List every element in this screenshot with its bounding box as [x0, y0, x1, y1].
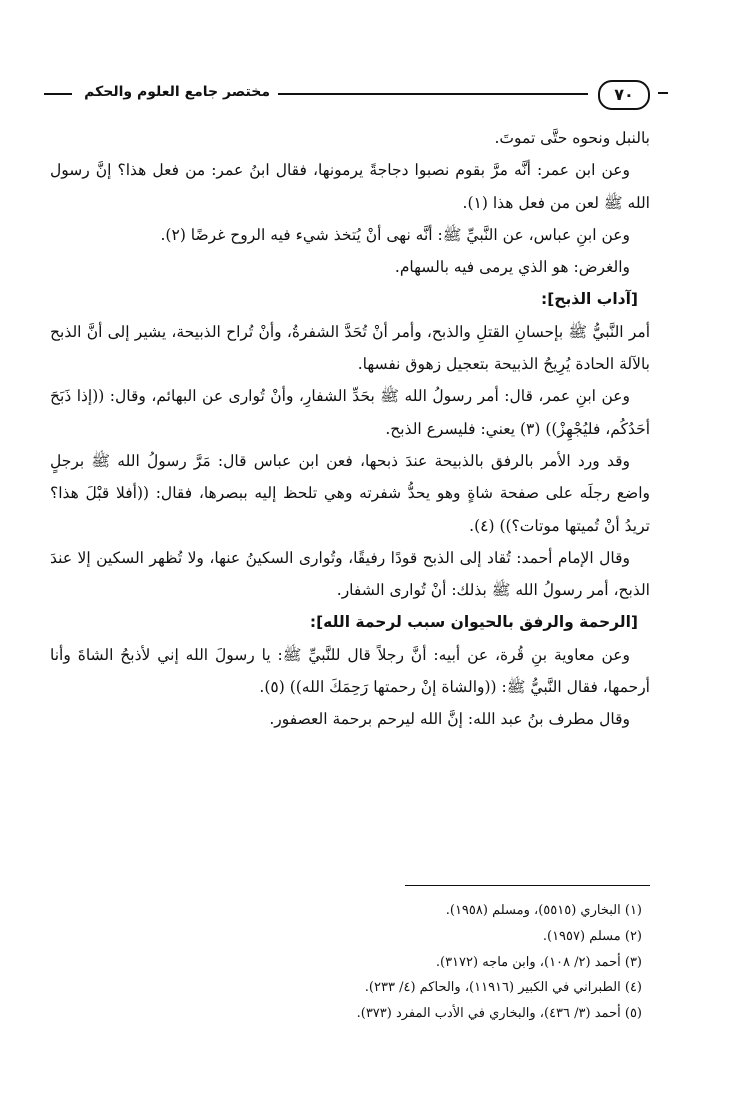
footnote: (٥) أحمد (٣/ ٤٣٦)، والبخاري في الأدب المفرد (٣٧٣).	[356, 1006, 642, 1022]
footnote-separator	[405, 885, 650, 886]
footnote: (١) البخاري (٥٥١٥)، ومسلم (١٩٥٨).	[445, 903, 642, 918]
paragraph: وعن معاوية بنِ قُرة، عن أبيه: أنَّ رجلاً قال للنَّبيِّ ﷺ: يا رسولَ الله إني لأذبحُ الشاةَ وأنا أرحمها، فقال النَّبيُّ ﷺ: ((والشاة إنْ رحمتها رَحِمَكَ الله)) (٥).	[50, 645, 650, 697]
header-rule-right	[658, 92, 668, 94]
paragraph: وعن ابنِ عمر، قال: أمر رسولُ الله ﷺ بحَدِّ الشفارِ، وأنْ تُوارى عن البهائم، وقال: ((إذا ذَبَحَ أحَدُكُم، فليُجْهِزْ)) (٣) يعني: فليسرع الذبح.	[50, 387, 650, 438]
main-text	[50, 122, 650, 736]
header-rule-left	[44, 93, 72, 95]
running-title: مختصر جامع العلوم والحكم	[84, 84, 270, 100]
footnote: (٤) الطبراني في الكبير (١١٩١٦)، والحاكم (٤/ ٢٣٣).	[364, 980, 642, 996]
paragraph: وعن ابن عمر: أنَّه مرَّ بقوم نصبوا دجاجةً يرمونها، فقال ابنُ عمر: من فعل هذا؟ إنَّ رسول الله ﷺ لعن من فعل هذا (١).	[50, 161, 650, 212]
page-number: ٧٠	[598, 80, 650, 110]
footnotes	[82, 898, 642, 1027]
paragraph: والغرض: هو الذي يرمى فيه بالسهام.	[394, 258, 630, 277]
paragraph: بالنبل ونحوه حتَّى تموتَ.	[494, 129, 650, 147]
paragraph: وقد ورد الأمر بالرفق بالذبيحة عندَ ذبحها، فعن ابن عباس قال: مَرَّ رسولُ الله ﷺ برجلٍ واضع رجلَه على صفحة شاةٍ وهو يحدُّ شفرته وهي تلحظ إليه ببصرها، فقال: ((أفلا قبْلَ هذا؟ تريدُ أنْ تُميتها موتات؟)) (٤).	[50, 451, 650, 535]
section-heading-mercy: [الرحمة والرفق بالحيوان سبب لرحمة الله]:	[309, 613, 638, 632]
footnote: (٣) أحمد (٢/ ١٠٨)، وابن ماجه (٣١٧٢).	[435, 954, 642, 970]
section-heading-slaughter-etiquette: [آداب الذبح]:	[541, 290, 638, 309]
paragraph: أمر النَّبيُّ ﷺ بإحسانِ القتلِ والذبح، وأمر أنْ تُحَدَّ الشفرةُ، وأنْ تُراح الذبيحة، يشير إلى أنَّ الذبح بالآلة الحادة يُرِيحُ الذبيحة بتعجيل زهوق نفسها.	[50, 322, 650, 374]
paragraph: وقال مطرف بنُ عبد الله: إنَّ الله ليرحم برحمة العصفور.	[269, 710, 630, 729]
footnote: (٢) مسلم (١٩٥٧).	[542, 928, 642, 944]
paragraph: وعن ابنِ عباس، عن النَّبيِّ ﷺ: أنَّه نهى أنْ يُتخذ شيء فيه الروح غرضًا (٢).	[160, 225, 630, 244]
page-header	[44, 70, 650, 110]
header-rule	[278, 93, 588, 95]
paragraph: وقال الإمام أحمد: تُقاد إلى الذبح قودًا رفيقًا، وتُوارى السكينُ عنها، ولا تُظهر السكين إلا عندَ الذبح، أمر رسولُ الله ﷺ بذلك: أنْ تُوارى الشفار.	[50, 548, 650, 600]
